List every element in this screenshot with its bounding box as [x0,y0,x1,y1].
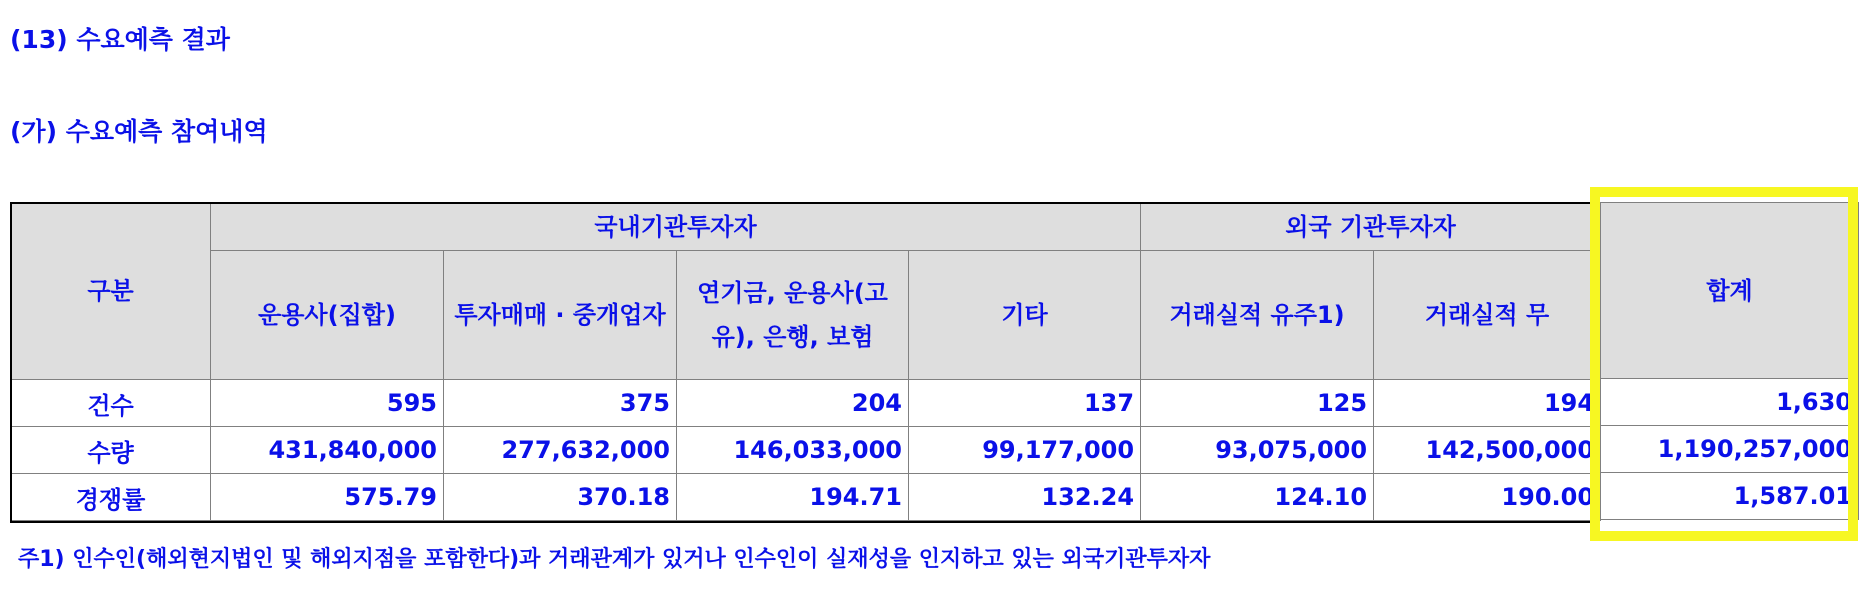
column-header: 기타 [909,251,1141,380]
table-row [1601,473,1859,520]
table-cell: 93,075,000 [1141,427,1374,474]
table-cell: 277,632,000 [444,427,677,474]
table-cell: 375 [444,380,677,427]
table-cell: 137 [909,380,1141,427]
table-cell: 190.00 [1374,474,1601,521]
row-label: 수량 [11,427,211,474]
domestic-investor-group-header: 국내기관투자자 [211,203,1141,251]
table-cell: 124.10 [1141,474,1374,521]
table-row [11,427,1601,474]
table-cell: 431,840,000 [211,427,444,474]
table-cell: 99,177,000 [909,427,1141,474]
demand-forecast-table [10,202,1601,521]
total-header: 합계 [1601,203,1859,379]
table-cell: 595 [211,380,444,427]
column-header: 거래실적 무 [1374,251,1601,380]
table-row [1601,379,1859,426]
table-row [1601,426,1859,473]
subsection-title: (가) 수요예측 참여내역 [10,117,268,146]
column-header: 운용사(집합) [211,251,444,380]
table-row [11,474,1601,521]
foreign-investor-group-header: 외국 기관투자자 [1141,203,1601,251]
total-column-table [1600,202,1859,520]
row-label: 건수 [11,380,211,427]
section-title: (13) 수요예측 결과 [10,25,230,54]
footnote: 주1) 인수인(해외현지법인 및 해외지점을 포함한다)과 거래관계가 있거나 인수인이 실재성을 인지하고 있는 외국기관투자자 [18,547,1211,572]
table-cell: 142,500,000 [1374,427,1601,474]
row-label: 경쟁률 [11,474,211,521]
column-header: 연기금, 운용사(고유), 은행, 보험 [677,251,909,380]
table-cell: 194 [1374,380,1601,427]
table-cell: 194.71 [677,474,909,521]
total-cell: 1,630 [1601,379,1859,426]
total-cell: 1,190,257,000 [1601,426,1859,473]
table-cell: 146,033,000 [677,427,909,474]
table-cell: 370.18 [444,474,677,521]
corner-header: 구분 [11,203,211,380]
table-cell: 204 [677,380,909,427]
column-header: 투자매매 · 중개업자 [444,251,677,380]
table-cell: 125 [1141,380,1374,427]
total-cell: 1,587.01 [1601,473,1859,520]
table-cell: 575.79 [211,474,444,521]
column-header: 거래실적 유주1) [1141,251,1374,380]
table-row [11,380,1601,427]
table-cell: 132.24 [909,474,1141,521]
